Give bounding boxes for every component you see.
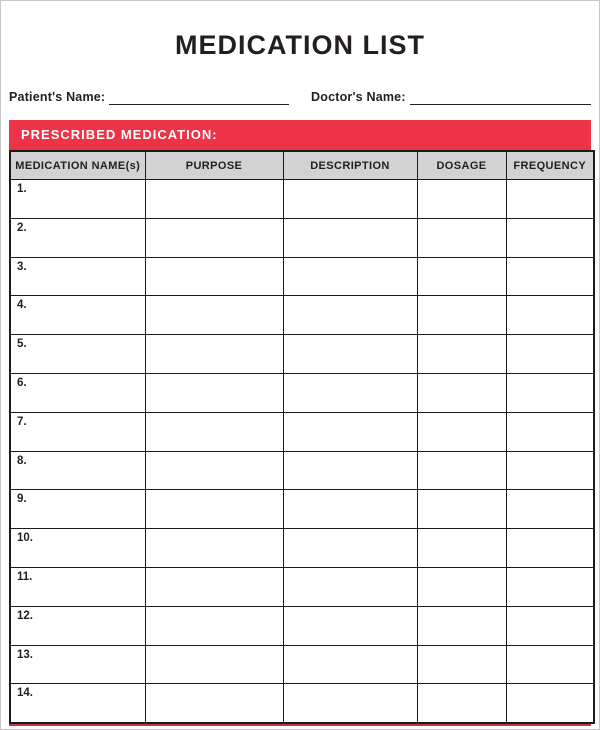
dosage-cell[interactable] [417, 373, 506, 412]
row-number: 2. [17, 221, 27, 234]
row-number: 1. [17, 183, 27, 195]
medication-name-cell[interactable] [10, 684, 145, 723]
dosage-cell[interactable] [417, 180, 506, 219]
col-header-medication-name: MEDICATION NAME(s) [10, 151, 145, 180]
row-number: 9. [17, 493, 27, 506]
row-number: 8. [17, 454, 27, 467]
frequency-cell[interactable] [506, 180, 594, 219]
medication-name-cell[interactable] [10, 606, 145, 645]
col-header-frequency: FREQUENCY [506, 151, 594, 180]
medication-name-cell[interactable] [10, 529, 145, 568]
table-row [10, 490, 594, 529]
frequency-cell[interactable] [506, 218, 594, 257]
table-row [10, 684, 594, 723]
table-row [10, 180, 594, 219]
description-cell[interactable] [283, 606, 417, 645]
medication-name-cell[interactable] [10, 451, 145, 490]
row-number: 14. [17, 687, 33, 700]
purpose-cell[interactable] [145, 645, 283, 684]
purpose-cell[interactable] [145, 567, 283, 606]
table-row [10, 529, 594, 568]
patient-name-input-line[interactable] [109, 89, 289, 105]
doctor-name-label: Doctor's Name: [311, 90, 406, 104]
prescribed-medication-heading: PRESCRIBED MEDICATION: [21, 127, 218, 142]
patient-name-label: Patient's Name: [9, 90, 106, 104]
dosage-cell[interactable] [417, 451, 506, 490]
table-bottom-red-line [9, 724, 591, 726]
table-row [10, 296, 594, 335]
dosage-cell[interactable] [417, 684, 506, 723]
description-cell[interactable] [283, 684, 417, 723]
frequency-cell[interactable] [506, 412, 594, 451]
row-number: 12. [17, 609, 33, 622]
frequency-cell[interactable] [506, 296, 594, 335]
dosage-cell[interactable] [417, 606, 506, 645]
table-row [10, 218, 594, 257]
medication-name-cell[interactable] [10, 335, 145, 374]
medication-table [9, 150, 595, 724]
row-number: 4. [17, 299, 27, 312]
medication-name-cell[interactable] [10, 490, 145, 529]
description-cell[interactable] [283, 412, 417, 451]
description-cell[interactable] [283, 490, 417, 529]
table-row [10, 645, 594, 684]
purpose-cell[interactable] [145, 335, 283, 374]
frequency-cell[interactable] [506, 645, 594, 684]
medication-name-cell[interactable] [10, 645, 145, 684]
frequency-cell[interactable] [506, 335, 594, 374]
row-number: 7. [17, 415, 27, 428]
dosage-cell[interactable] [417, 335, 506, 374]
prescribed-medication-banner [9, 120, 591, 150]
description-cell[interactable] [283, 335, 417, 374]
name-fields-row [9, 89, 591, 105]
row-number: 11. [17, 570, 33, 583]
frequency-cell[interactable] [506, 529, 594, 568]
medication-name-cell[interactable] [10, 412, 145, 451]
dosage-cell[interactable] [417, 218, 506, 257]
col-header-purpose: PURPOSE [145, 151, 283, 180]
row-number: 6. [17, 376, 27, 389]
purpose-cell[interactable] [145, 451, 283, 490]
frequency-cell[interactable] [506, 451, 594, 490]
purpose-cell[interactable] [145, 490, 283, 529]
dosage-cell[interactable] [417, 296, 506, 335]
table-row [10, 335, 594, 374]
medication-table-body [10, 180, 594, 724]
purpose-cell[interactable] [145, 296, 283, 335]
row-number: 5. [17, 338, 27, 351]
frequency-cell[interactable] [506, 257, 594, 296]
table-row [10, 412, 594, 451]
description-cell[interactable] [283, 296, 417, 335]
row-number: 3. [17, 260, 27, 273]
dosage-cell[interactable] [417, 490, 506, 529]
table-row [10, 373, 594, 412]
purpose-cell[interactable] [145, 529, 283, 568]
dosage-cell[interactable] [417, 567, 506, 606]
table-row [10, 567, 594, 606]
frequency-cell[interactable] [506, 373, 594, 412]
table-header-row [10, 151, 594, 180]
dosage-cell[interactable] [417, 529, 506, 568]
col-header-description: DESCRIPTION [283, 151, 417, 180]
description-cell[interactable] [283, 180, 417, 219]
dosage-cell[interactable] [417, 412, 506, 451]
row-number: 13. [17, 648, 33, 661]
description-cell[interactable] [283, 645, 417, 684]
row-number: 10. [17, 532, 33, 545]
medication-name-cell[interactable] [10, 373, 145, 412]
frequency-cell[interactable] [506, 567, 594, 606]
page-title: MEDICATION LIST [175, 30, 425, 60]
medication-name-cell[interactable] [10, 180, 145, 219]
frequency-cell[interactable] [506, 684, 594, 723]
table-row [10, 606, 594, 645]
medication-name-cell[interactable] [10, 296, 145, 335]
purpose-cell[interactable] [145, 684, 283, 723]
purpose-cell[interactable] [145, 218, 283, 257]
purpose-cell[interactable] [145, 257, 283, 296]
table-row [10, 257, 594, 296]
purpose-cell[interactable] [145, 412, 283, 451]
description-cell[interactable] [283, 257, 417, 296]
col-header-dosage: DOSAGE [417, 151, 506, 180]
table-row [10, 451, 594, 490]
frequency-cell[interactable] [506, 606, 594, 645]
medication-name-cell[interactable] [10, 257, 145, 296]
purpose-cell[interactable] [145, 606, 283, 645]
frequency-cell[interactable] [506, 490, 594, 529]
description-cell[interactable] [283, 567, 417, 606]
doctor-name-input-line[interactable] [410, 89, 591, 105]
purpose-cell[interactable] [145, 373, 283, 412]
description-cell[interactable] [283, 218, 417, 257]
description-cell[interactable] [283, 451, 417, 490]
dosage-cell[interactable] [417, 645, 506, 684]
medication-name-cell[interactable] [10, 567, 145, 606]
medication-name-cell[interactable] [10, 218, 145, 257]
description-cell[interactable] [283, 529, 417, 568]
description-cell[interactable] [283, 373, 417, 412]
dosage-cell[interactable] [417, 257, 506, 296]
doctor-name-field [311, 89, 591, 105]
purpose-cell[interactable] [145, 180, 283, 219]
patient-name-field [9, 89, 289, 105]
